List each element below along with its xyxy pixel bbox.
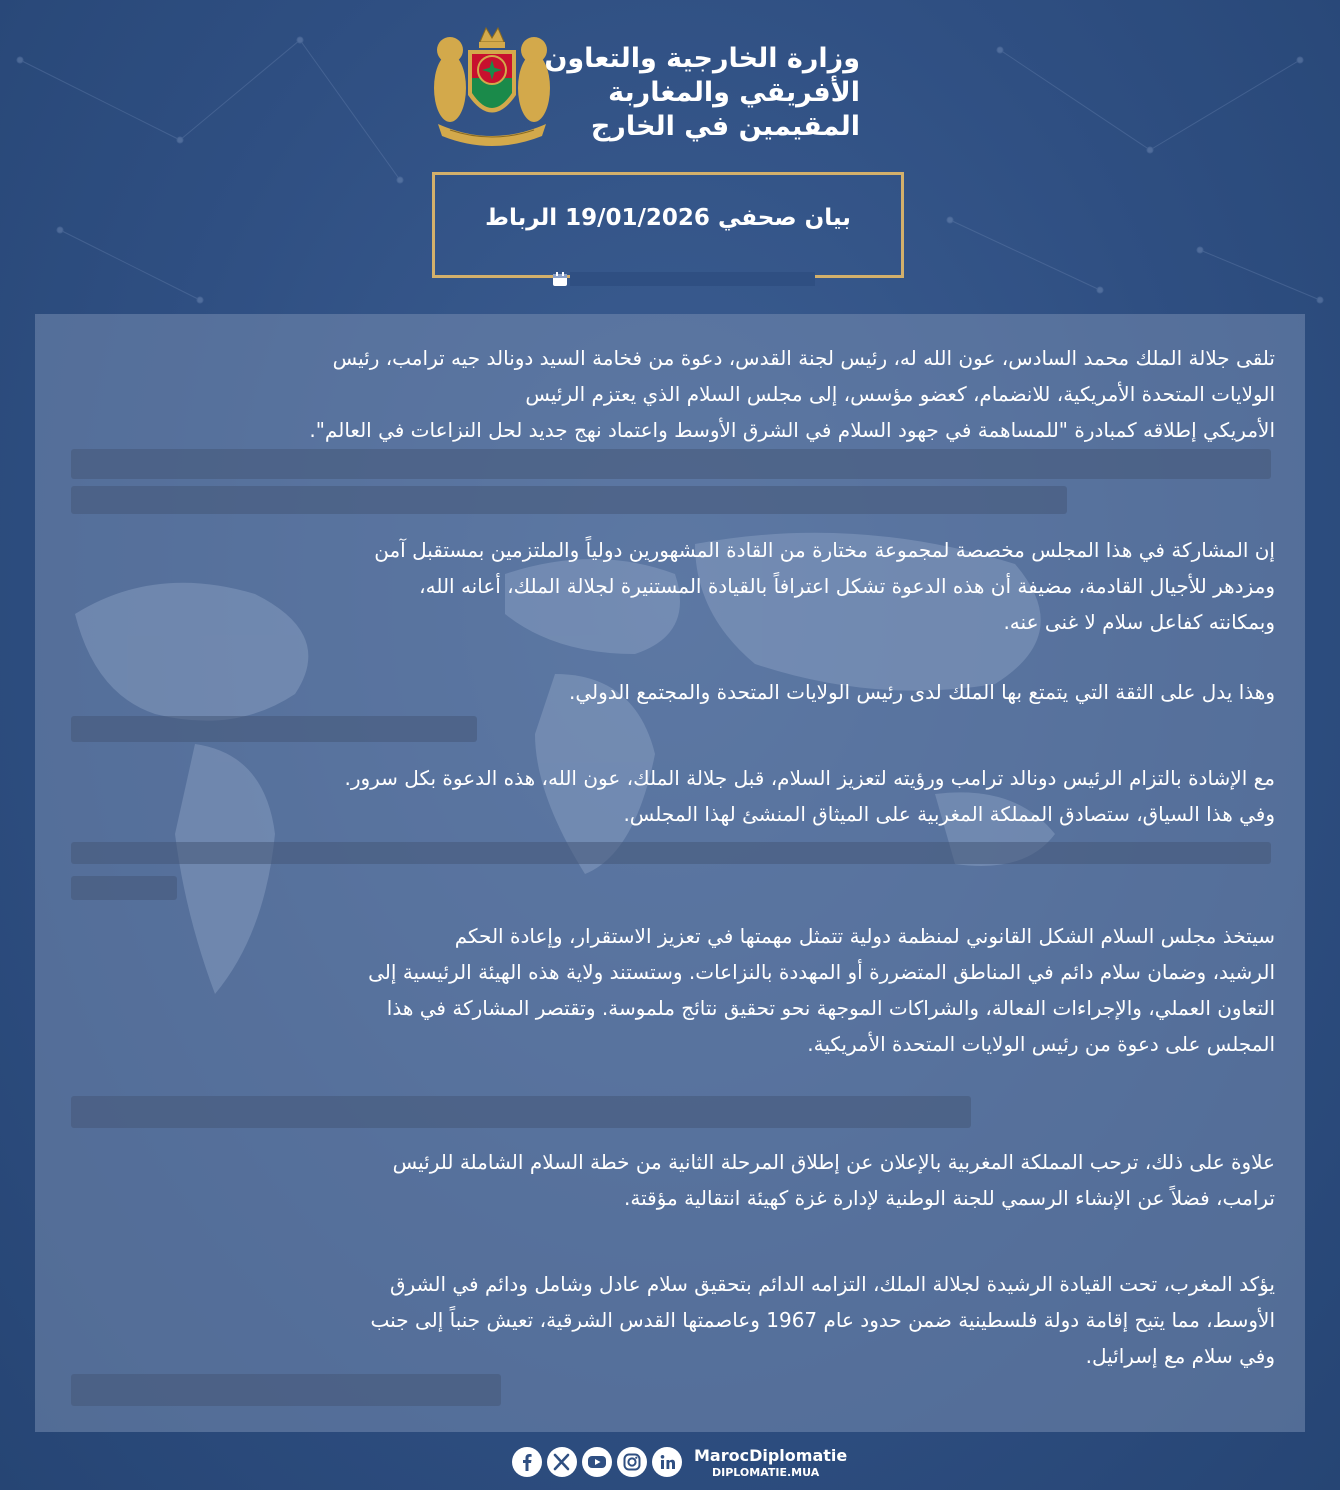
social-footer (510, 1444, 850, 1484)
x-icon[interactable] (547, 1447, 577, 1477)
paragraph-2-line: إن المشاركة في هذا المجلس مخصصة لمجموعة مختارة من القادة المشهورين دولياً والملتزمين بمستقبل آمن (374, 538, 1275, 562)
youtube-icon[interactable] (582, 1447, 612, 1477)
paragraph-7-line: يؤكد المغرب، تحت القيادة الرشيدة لجلالة الملك، التزامه الدائم بتحقيق سلام عادل وشامل ودائم في الشرق (389, 1272, 1275, 1296)
paragraph-7 (75, 1266, 1275, 1374)
instagram-icon[interactable] (617, 1447, 647, 1477)
paragraph-6-line: علاوة على ذلك، ترحب المملكة المغربية بالإعلان عن إطلاق المرحلة الثانية من خطة السلام الشاملة للرئيس (392, 1150, 1275, 1174)
paragraph-6-line: ترامب، فضلاً عن الإنشاء الرسمي للجنة الوطنية لإدارة غزة كهيئة انتقالية مؤقتة. (624, 1186, 1275, 1210)
world-map-background (35, 314, 1305, 1432)
paragraph-7-line: الأوسط، مما يتيح إقامة دولة فلسطينية ضمن حدود عام 1967 وعاصمتها القدس الشرقية، تعيش جنباً إلى جنب (370, 1308, 1275, 1332)
faded-text-row (71, 876, 177, 900)
calendar-icon (552, 271, 568, 287)
paragraph-1-line: تلقى جلالة الملك محمد السادس، عون الله له، رئيس لجنة القدس، دعوة من فخامة السيد دونالد جيه ترامب، رئيس (332, 346, 1275, 370)
title-box-gap (570, 272, 815, 286)
facebook-icon[interactable] (512, 1447, 542, 1477)
paragraph-2-line: وبمكانته كفاعل سلام لا غنى عنه. (1003, 610, 1275, 634)
brand-website[interactable]: DIPLOMATIE.MUA (712, 1466, 820, 1479)
paragraph-1-line: الأمريكي إطلاقه كمبادرة "للمساهمة في جهود السلام في الشرق الأوسط واعتماد نهج جديد لحل النزاعات في العالم". (309, 418, 1275, 442)
faded-text-row (71, 486, 1067, 514)
faded-text-row (71, 1096, 971, 1128)
linkedin-icon[interactable] (652, 1447, 682, 1477)
faded-text-row (71, 842, 1271, 864)
paragraph-3 (75, 674, 1275, 710)
press-release-title: بيان صحفي 19/01/2026 الرباط (485, 205, 851, 231)
press-release-title-box (432, 172, 904, 278)
faded-text-row (71, 449, 1271, 479)
paragraph-7-line: وفي سلام مع إسرائيل. (1085, 1344, 1275, 1368)
paragraph-5-line: الرشيد، وضمان سلام دائم في المناطق المتضررة أو المهددة بالنزاعات. وستستند ولاية هذه الهيئة الرئيسية إلى (368, 960, 1275, 984)
paragraph-4-line: وفي هذا السياق، ستصادق المملكة المغربية على الميثاق المنشئ لهذا المجلس. (623, 802, 1275, 826)
paragraph-1 (75, 340, 1275, 448)
paragraph-5 (75, 918, 1275, 1062)
ministry-name-line2: الأفريقي والمغاربة (608, 77, 860, 108)
brand-name[interactable]: MarocDiplomatie (694, 1446, 848, 1465)
paragraph-5-line: التعاون العملي، والإجراءات الفعالة، والشراكات الموجهة نحو تحقيق نتائج ملموسة. وتقتصر المشاركة في هذا (386, 996, 1275, 1020)
ministry-name-line3: المقيمين في الخارج (590, 111, 860, 142)
paragraph-1-line: الولايات المتحدة الأمريكية، للانضمام، كعضو مؤسس، إلى مجلس السلام الذي يعتزم الرئيس (525, 382, 1275, 406)
paragraph-5-line: سيتخذ مجلس السلام الشكل القانوني لمنظمة دولية تتمثل مهمتها في تعزيز الاستقرار، وإعادة الحكم (454, 924, 1275, 948)
paragraph-4 (75, 760, 1275, 832)
faded-text-row (71, 1374, 501, 1406)
ministry-name (544, 42, 860, 144)
faded-text-row (71, 716, 477, 742)
paragraph-3-line: وهذا يدل على الثقة التي يتمتع بها الملك لدى رئيس الولايات المتحدة والمجتمع الدولي. (569, 680, 1275, 704)
paragraph-4-line: مع الإشادة بالتزام الرئيس دونالد ترامب ورؤيته لتعزيز السلام، قبل جلالة الملك، عون الله، هذه الدعوة بكل سرور. (344, 766, 1275, 790)
ministry-header (430, 20, 910, 150)
statement-panel (35, 314, 1305, 1432)
paragraph-2-line: ومزدهر للأجيال القادمة، مضيفة أن هذه الدعوة تشكل اعترافاً بالقيادة المستنيرة لجلالة الملك، أعانه الله، (419, 574, 1275, 598)
paragraph-2 (75, 532, 1275, 640)
royal-coat-of-arms-icon (430, 20, 555, 148)
paragraph-6 (75, 1144, 1275, 1216)
ministry-name-line1: وزارة الخارجية والتعاون (544, 43, 860, 74)
paragraph-5-line: المجلس على دعوة من رئيس الولايات المتحدة الأمريكية. (807, 1032, 1275, 1056)
